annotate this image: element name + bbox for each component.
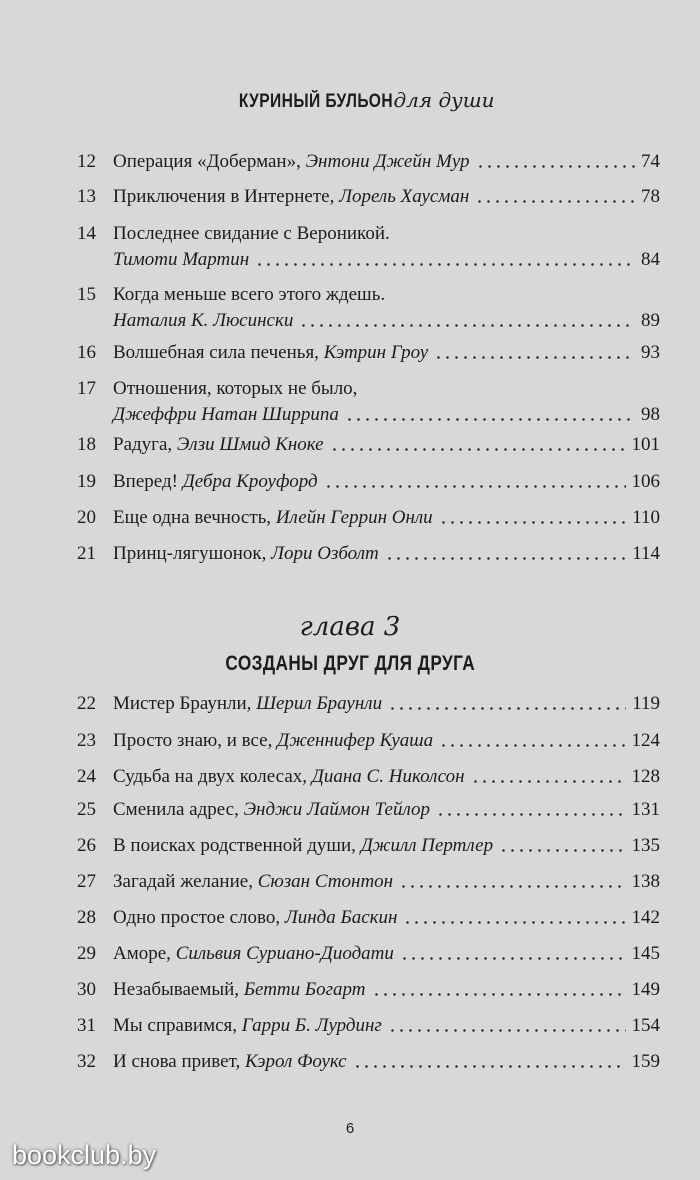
toc-entry-number: 18 — [77, 434, 96, 455]
toc-entry-title: Принц-лягушонок, — [113, 543, 267, 564]
dot-leader — [400, 957, 626, 960]
toc-entry-page: 124 — [631, 730, 660, 751]
toc-entry-author: Тимоти Мартин — [113, 249, 250, 270]
toc-entry-page: 110 — [632, 507, 660, 528]
page-number: 6 — [345, 1120, 355, 1137]
toc-entry-number: 22 — [77, 693, 96, 714]
toc-entry-author: Шерил Браунли — [256, 693, 383, 714]
dot-leader — [330, 448, 626, 451]
toc-entry-page: 119 — [632, 693, 660, 714]
toc-entry-page: 138 — [631, 871, 660, 892]
toc-entry-page: 149 — [631, 979, 660, 1000]
toc-entry-author: Дебра Кроуфорд — [182, 471, 318, 492]
toc-entry-number: 19 — [77, 471, 96, 492]
toc-entry-number: 30 — [77, 979, 96, 1000]
toc-entry-page: 142 — [631, 907, 660, 928]
toc-entry-number: 26 — [77, 835, 96, 856]
dot-leader — [324, 485, 626, 488]
chapter-title — [0, 652, 700, 676]
dot-leader — [353, 1065, 626, 1068]
toc-entry-author: Джилл Пертлер — [360, 835, 494, 856]
dot-leader — [436, 813, 626, 816]
toc-entry-title: Отношения, которых не было, — [113, 378, 358, 399]
chapter-title-text: СОЗДАНЫ ДРУГ ДЛЯ ДРУГА — [225, 652, 475, 675]
toc-entry-number: 27 — [77, 871, 96, 892]
dot-leader — [434, 356, 635, 359]
chapter-label: глава 3 — [299, 612, 401, 642]
toc-entry-author: Лори Озболт — [271, 543, 379, 564]
toc-entry-number: 29 — [77, 943, 96, 964]
dot-leader — [439, 744, 625, 747]
toc-entry-title: Незабываемый, — [113, 979, 240, 1000]
toc-entry-number: 16 — [77, 342, 96, 363]
running-head — [0, 88, 700, 113]
toc-entry-author: Энтони Джейн Мур — [305, 151, 470, 172]
toc-entry-number: 31 — [77, 1015, 96, 1036]
toc-entry-author: Элзи Шмид Кноке — [176, 434, 324, 455]
toc-entry-page: 128 — [631, 766, 660, 787]
dot-leader — [388, 707, 626, 710]
toc-entry-author: Диана С. Николсон — [311, 766, 465, 787]
toc-entry-number: 23 — [77, 730, 96, 751]
toc-entry-title: Еще одна вечность, — [113, 507, 272, 528]
toc-entry-number: 21 — [77, 543, 96, 564]
dot-leader — [299, 324, 635, 327]
toc-entry-title: Последнее свидание с Вероникой. — [113, 223, 390, 244]
toc-entry-number: 14 — [77, 223, 96, 244]
toc-entry-number: 15 — [77, 284, 96, 305]
toc-entry-title: Просто знаю, и все, — [113, 730, 273, 751]
toc-entry-page: 93 — [641, 342, 660, 363]
toc-entry-number: 24 — [77, 766, 96, 787]
toc-entry-number: 20 — [77, 507, 96, 528]
dot-leader — [439, 521, 627, 524]
toc-entry-page: 84 — [641, 249, 660, 270]
toc-entry-title: Загадай желание, — [113, 871, 253, 892]
toc-entry-title: Когда меньше всего этого ждешь. — [113, 284, 386, 305]
toc-entry-author: Джеффри Натан Ширрипа — [113, 404, 339, 425]
toc-entry-author: Дженнифер Куаша — [277, 730, 434, 751]
toc-entry-title: Операция «Доберман», — [113, 151, 301, 172]
dot-leader — [476, 165, 635, 168]
toc-entry-title: Мы справимся, — [113, 1015, 238, 1036]
toc-entry-title: И снова привет, — [113, 1051, 241, 1072]
toc-entry-page: 135 — [631, 835, 660, 856]
dot-leader — [471, 780, 626, 783]
dot-leader — [388, 1029, 626, 1032]
toc-entry-page: 114 — [632, 543, 660, 564]
running-head-script: для души — [393, 88, 495, 112]
toc-entry-page: 159 — [631, 1051, 660, 1072]
toc-entry-author: Сюзан Стонтон — [257, 871, 394, 892]
toc-entry-page: 74 — [641, 151, 660, 172]
toc-entry-title: Мистер Браунли, — [113, 693, 252, 714]
toc-entry-number: 32 — [77, 1051, 96, 1072]
toc-entry-title: Радуга, — [113, 434, 173, 455]
toc-entry-number: 25 — [77, 799, 96, 820]
toc-entry-title: Волшебная сила печенья, — [113, 342, 319, 363]
dot-leader — [475, 200, 635, 203]
toc-entry-author: Бетти Богарт — [243, 979, 366, 1000]
toc-entry-title: Аморе, — [113, 943, 171, 964]
dot-leader — [385, 557, 627, 560]
toc-entry-page: 101 — [631, 434, 660, 455]
toc-entry-author: Линда Баскин — [284, 907, 398, 928]
toc-entry-page: 106 — [631, 471, 660, 492]
toc-entry-page: 89 — [641, 310, 660, 331]
dot-leader — [372, 993, 626, 996]
toc-entry-title: Одно простое слово, — [113, 907, 281, 928]
toc-entry-author: Гарри Б. Лурдинг — [241, 1015, 382, 1036]
toc-entry-number: 28 — [77, 907, 96, 928]
toc-entry-title: Приключения в Интернете, — [113, 186, 335, 207]
toc-entry-author: Лорель Хаусман — [339, 186, 470, 207]
toc-entry-title: Вперед! — [113, 471, 178, 492]
toc-entry-page: 78 — [641, 186, 660, 207]
toc-entry-author: Кэтрин Гроу — [323, 342, 429, 363]
dot-leader — [399, 885, 625, 888]
toc-entry-number: 17 — [77, 378, 96, 399]
toc-entry-title: Судьба на двух колесах, — [113, 766, 308, 787]
toc-entry-author: Энджи Лаймон Тейлор — [243, 799, 430, 820]
dot-leader — [403, 921, 625, 924]
toc-entry-author: Сильвия Суриано-Диодати — [175, 943, 394, 964]
running-head-title: КУРИНЫЙ БУЛЬОН — [239, 91, 394, 112]
toc-entry-title: Сменила адрес, — [113, 799, 239, 820]
toc-entry-title: В поисках родственной души, — [113, 835, 356, 856]
toc-entry-author: Илейн Геррин Онли — [275, 507, 433, 528]
toc-entry-number: 13 — [77, 186, 96, 207]
toc-entry-number: 12 — [77, 151, 96, 172]
watermark: bookclub.by — [12, 1140, 157, 1170]
toc-entry-page: 131 — [631, 799, 660, 820]
toc-entry-author: Наталия К. Люсински — [113, 310, 294, 331]
toc-entry-page: 145 — [631, 943, 660, 964]
dot-leader — [255, 263, 635, 266]
toc-entry-page: 154 — [631, 1015, 660, 1036]
toc-entry-page: 98 — [641, 404, 660, 425]
toc-entry-author: Кэрол Фоукс — [244, 1051, 347, 1072]
dot-leader — [499, 849, 625, 852]
dot-leader — [345, 418, 635, 421]
